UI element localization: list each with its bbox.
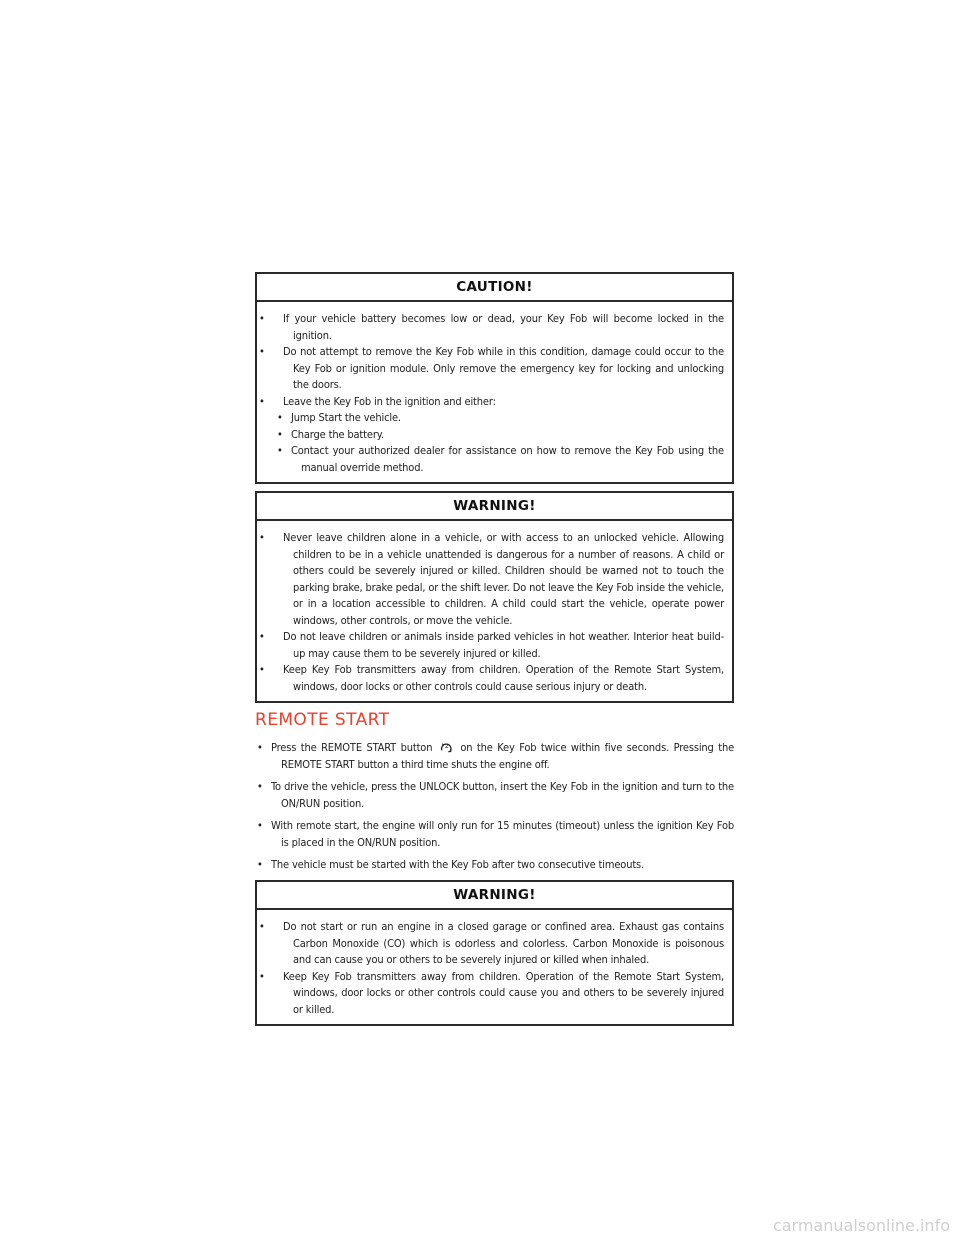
caution-box <box>255 272 734 484</box>
warning-item: • Do not leave children or animals inside parked vehicles in hot weather. Interior heat build-up may cause them to be severely injured or killed. <box>267 629 724 662</box>
warning-box-children <box>255 491 734 703</box>
warning-item: • Keep Key Fob transmitters away from children. Operation of the Remote Start System, windows, door locks or other controls could cause serious injury or death. <box>267 662 724 695</box>
caution-item: • Leave the Key Fob in the ignition and either: <box>267 394 724 411</box>
remote-start-icon <box>439 740 454 755</box>
warning-item: • Never leave children alone in a vehicle, or with access to an unlocked vehicle. Allowing children to be in a vehicle unattended is dangerous for a number of reasons. A child or others could be severely injured or killed. Children should be warned not to touch the parking brake, brake pedal, or the shift lever. Do not leave the Key Fob inside the vehicle, or in a location accessible to children. A child could start the vehicle, operate power windows, other controls, or move the vehicle. <box>267 530 724 629</box>
warning-title: WARNING! <box>257 493 732 521</box>
caution-subitem: • Jump Start the vehicle. <box>267 410 724 427</box>
warning-item: • Do not start or run an engine in a closed garage or confined area. Exhaust gas contains Carbon Monoxide (CO) which is odorless and colorless. Carbon Monoxide is poisonous and can cause you or others to be severely injured or killed when inhaled. <box>267 919 724 969</box>
remote-start-item: • With remote start, the engine will only run for 15 minutes (timeout) unless the ignition Key Fob is placed in the ON/RUN position. <box>255 818 734 851</box>
remote-start-item-text-before: Press the REMOTE START button <box>271 741 433 754</box>
caution-item: • If your vehicle battery becomes low or dead, your Key Fob will become locked in the ignition. <box>267 311 724 344</box>
caution-title: CAUTION! <box>257 274 732 302</box>
caution-subitem: • Contact your authorized dealer for assistance on how to remove the Key Fob using the manual override method. <box>267 443 724 476</box>
section-title-remote-start: REMOTE START <box>255 710 390 730</box>
watermark: carmanualsonline.info <box>772 1216 950 1235</box>
caution-item: • Do not attempt to remove the Key Fob while in this condition, damage could occur to the Key Fob or ignition module. Only remove the emergency key for locking and unlocking the doors. <box>267 344 724 394</box>
warning-box-exhaust <box>255 880 734 1026</box>
remote-start-item: • The vehicle must be started with the Key Fob after two consecutive timeouts. <box>255 857 734 874</box>
remote-start-item: • To drive the vehicle, press the UNLOCK button, insert the Key Fob in the ignition and turn to the ON/RUN position. <box>255 779 734 812</box>
warning-item: • Keep Key Fob transmitters away from children. Operation of the Remote Start System, windows, door locks or other controls could cause you and others to be severely injured or killed. <box>267 969 724 1019</box>
remote-start-list <box>255 740 734 880</box>
caution-subitem: • Charge the battery. <box>267 427 724 444</box>
svg-text:2: 2 <box>444 742 449 750</box>
remote-start-item-text-after: on the Key Fob twice within five seconds. Pressing the REMOTE START button a third time shuts the engine off. <box>281 741 735 771</box>
warning-title: WARNING! <box>257 882 732 910</box>
remote-start-item <box>255 740 734 773</box>
